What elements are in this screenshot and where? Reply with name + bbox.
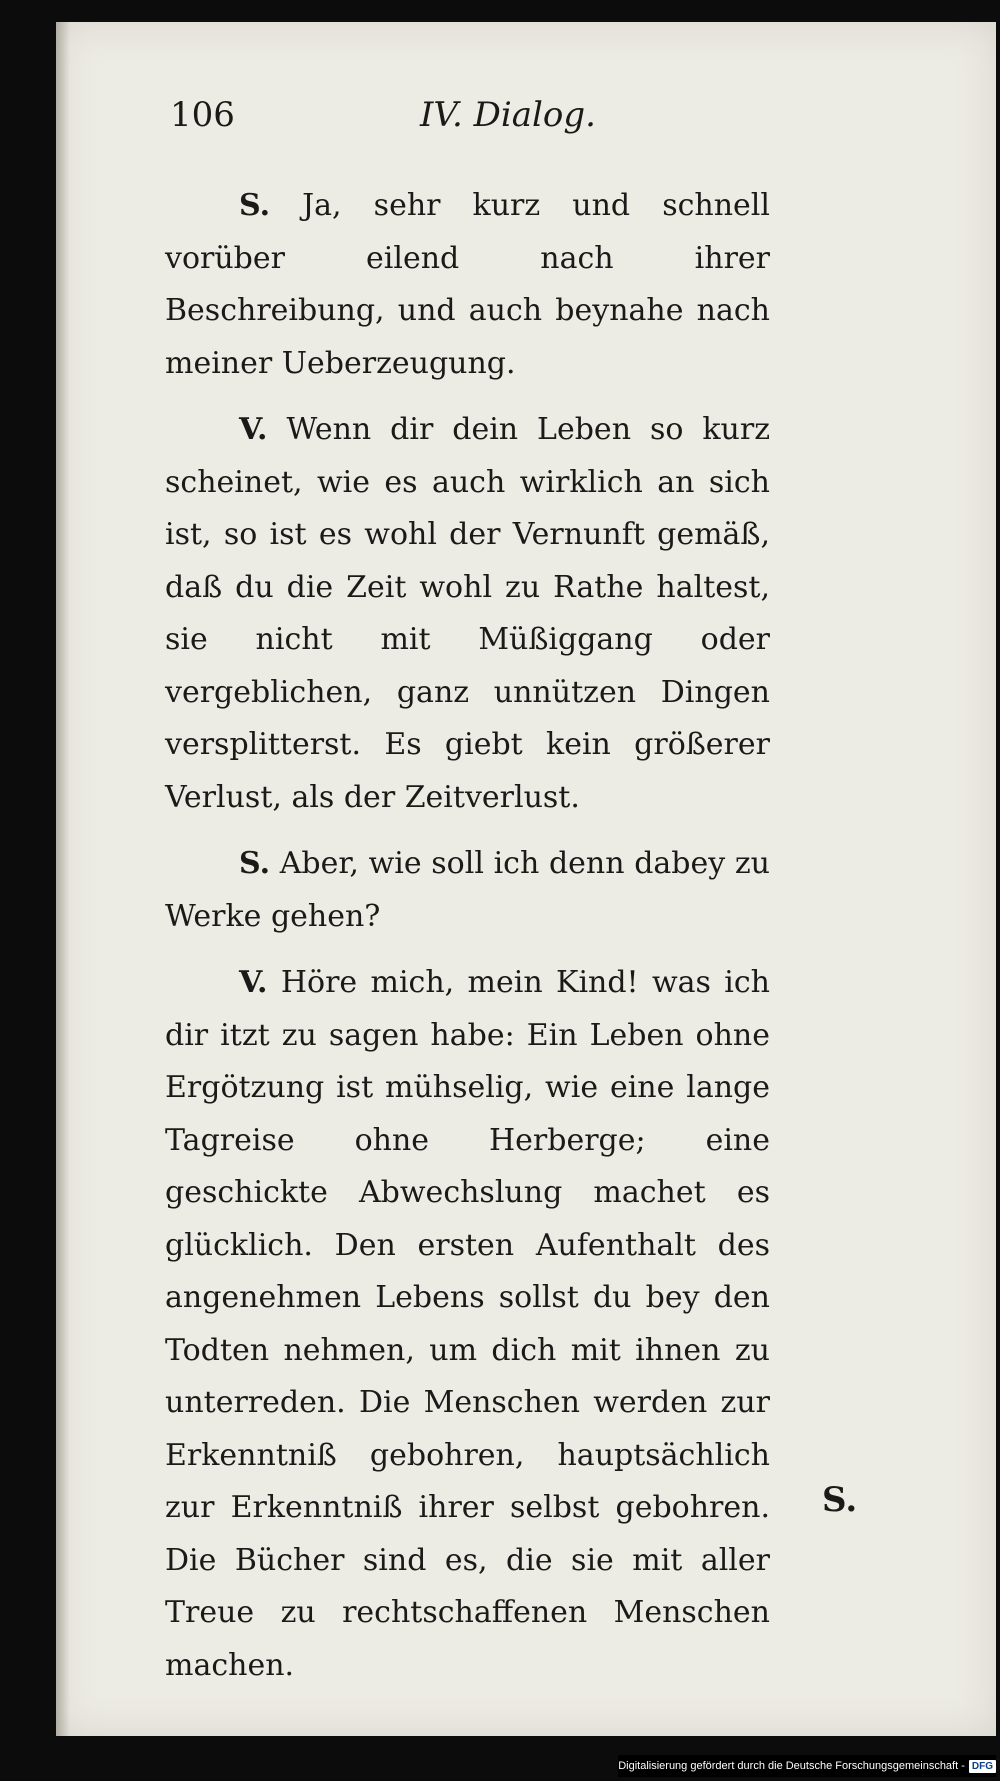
dialog-paragraph bbox=[165, 180, 770, 390]
paragraph-text: Ja, sehr kurz und schnell vorüber eilend nach ihrer Beschreibung, und auch beynahe nach meiner Ueberzeugung. bbox=[165, 188, 770, 381]
page-header bbox=[170, 95, 690, 145]
footer-credit-text: Digitalisierung gefördert durch die Deutsche Forschungsgemeinschaft - bbox=[618, 1760, 965, 1772]
speaker-label: V. bbox=[239, 412, 268, 447]
speaker-label: S. bbox=[239, 846, 271, 881]
digitization-footer bbox=[618, 1755, 996, 1777]
running-head: IV. Dialog. bbox=[420, 95, 596, 135]
dialog-paragraph bbox=[165, 838, 770, 943]
catchword: S. bbox=[822, 1480, 858, 1520]
dialog-paragraph bbox=[165, 404, 770, 824]
speaker-label: V. bbox=[239, 965, 268, 1000]
page-gutter-shadow bbox=[56, 22, 70, 1736]
paragraph-text: Höre mich, mein Kind! was ich dir itzt zu sagen habe: Ein Leben ohne Ergötzung ist mühselig, wie eine lange Tagreise ohne Herberge; eine geschickte Abwechslung machet es glücklich. Den ersten Aufenthalt des angenehmen Lebens sollst du bey den Todten nehmen, um dich mit ihnen zu unterreden. Die Menschen werden zur Erkenntniß gebohren, hauptsächlich zur Erkenntniß ihrer selbst gebohren. Die Bücher sind es, die sie mit aller Treue zu rechtschaffenen Menschen machen. bbox=[165, 965, 770, 1683]
paragraph-text: Aber, wie soll ich denn dabey zu Werke gehen? bbox=[165, 846, 770, 934]
paragraph-text: Wenn dir dein Leben so kurz scheinet, wie es auch wirklich an sich ist, so ist es wohl der Vernunft gemäß, daß du die Zeit wohl zu Rathe haltest, sie nicht mit Müßiggang oder vergeblichen, ganz unnützen Dingen versplitterst. Es giebt kein größerer Verlust, als der Zeitverlust. bbox=[165, 412, 770, 815]
dfg-logo: DFG bbox=[969, 1760, 996, 1773]
dialog-paragraph bbox=[165, 957, 770, 1692]
page-number: 106 bbox=[170, 95, 235, 135]
dialog-body bbox=[165, 180, 770, 1706]
speaker-label: S. bbox=[239, 188, 271, 223]
